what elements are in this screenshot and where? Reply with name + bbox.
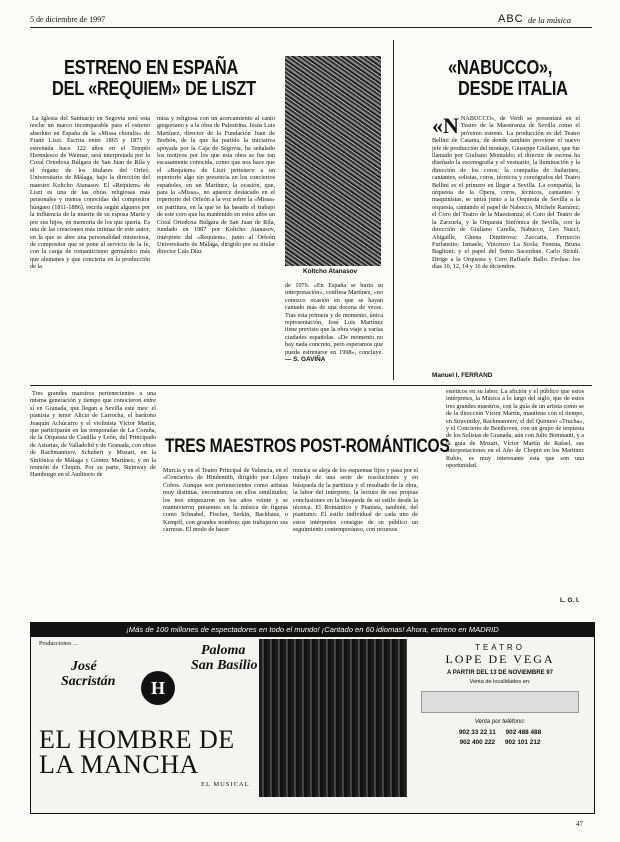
ad-banner [31, 623, 594, 637]
liszt-column-1 [30, 115, 150, 385]
maestros-column-1 [30, 390, 156, 610]
atanasov-photo [285, 56, 381, 266]
ad-sponsor-logos [421, 691, 579, 713]
page-header [30, 13, 592, 27]
ad-phone-4: 902 101 212 [504, 739, 541, 746]
ad-phone-label: Venta por teléfono: [474, 719, 526, 725]
maestros-title: TRES MAESTROS POST-ROMÁNTICOS [165, 436, 450, 457]
liszt-title-line1: ESTRENO EN ESPAÑA [64, 57, 239, 79]
nabucco-credit: Manuel I. FERRAND [432, 372, 493, 379]
ad-actor-1-first: José [71, 659, 97, 674]
liszt-title-line2: DEL «REQUIEM» DE LISZT [52, 78, 256, 100]
nabucco-text: NABUCCO», de Verdi se presentará en el Teatro de la Maestranza de Sevilla como el próximo estreno. La producción es del Teatro Bellini de Catania, de donde también proviene el nuevo jefe de producción del montaje, Giuseppe Giuliano, que fue llamado por Giuliano Montaldo; el director de escena ha diseñado la escenografía y el vestuario, la iluminación y la dirección de los coros; la compañía de bailarines, cantantes, solistas, coros, técnicos y coreógrafos del Teatro Bellini es el primero en llegar a Sevilla. La compañía, la orquesta de la Ópera, coros, técnicos, cantantes y maquinistas, se unirá junto a la Orquesta de Sevilla a la orquesta, cantando el papel de Nabucco, Michele Ramírez; el Coro del Teatro de la Maestranza; el Coro del Teatro de la Zarzuela, y la Orquesta Sinfónica de Sevilla, con la dirección de Giuliano Carella, Nabucco, Leo Nucci; Abigaille, Ghena Dimitrova; Zaccaria, Ferruccio Furlanetto; Ismaele, Vincenzo La Scola; Fenena, Bruna Baglioni; y el papel del Sumo Sacerdote, Carlo Striuli. Dirige a la Orquesta y Coro Raffaele Ballo. Fechas: los días 10, 12, 14 y 16 de diciembre. [432, 115, 580, 271]
page-number: 47 [576, 820, 583, 828]
liszt-credit: — S. GAVIÑA [285, 356, 326, 364]
ad-title-line2: LA MANCHA [39, 750, 199, 779]
liszt-photo-caption: Koltcho Atanasov [303, 268, 358, 275]
section-rule [30, 385, 592, 386]
ad-phone-2: 902 488 488 [505, 729, 542, 736]
maestros-column-3 [293, 467, 418, 607]
liszt-col1-text: La Iglesia del Santuario en Segovia será esta noche un marco incomparable para el estreno absoluto en España de la «Missa choralis» de Franz Liszt. Escrita entre 1865 y 1871 y estrenada hace 122 años en el Templo Hernnlesco de Weimar, será interpretada por la Coral Ortodoxa Búlgara de San Juan de Rila y el órgano de los titulares del Orfeó, Universitario de Málaga, bajo la dirección del maestro Koltcho Atanasov. El «Requiem» de Liszt es una de las obras religiosas más personales y menos conocidas del compositor húngaro (1811-1886), escrita según algunos por la influencia de la muerte de su esposa Marie y por sus hijos, en memoria de los que quería. Es una de las creaciones más intimas de este autor, en la que se abre una personalidad misteriosa, de compositor que se pone al servicio de la fe, con la carga de romanticismo germánico más que alemanes y que concierta en la producción de la [30, 115, 150, 271]
liszt-headline [52, 58, 282, 100]
liszt-col3-text: de 1976. «En España se hurta su interpretación», confiesa Martínez, «no conozco ocasión en que se hayan cantado más de una docena de veces. Tras esta primera y de momento, única representación, José Luis Martínez tiene previsto que la obra viaje a varias ciudades españolas. «De momento no hay nada concreto, pero esperamos que pueda estrenarse en 1998», concluye. [285, 282, 383, 356]
header-section-sub: de la música [528, 15, 571, 25]
ad-actor-2-last: San Basilio [191, 658, 258, 673]
ad-phone-3: 902 400 222 [459, 739, 496, 746]
maestros-headline [165, 436, 450, 457]
column-divider [393, 40, 394, 380]
ad-logo [141, 671, 175, 705]
nabucco-dropcap: «N [432, 115, 459, 138]
ad-subtitle: EL MUSICAL [201, 781, 250, 788]
maestros-column-4 [446, 388, 584, 598]
ad-photo [259, 639, 407, 797]
ad-theatre-block [411, 639, 589, 809]
advertisement [30, 622, 595, 814]
liszt-col2-text: misa y religiosa con un acercamiento al canto gregoriano y a la obra de Palestrina. Jesús Luis Martínez, director de la Fundación Juan de Borbón, de la que ha partido la iniciativa apoyada por la Caja de Segovia, ha señalado los motivos por los que esta obra se fue tan escasamente conocida, como que nos hace que el «Requiem» de Liszt pertenece a un repertorio algo sin presencia en los conciertos españoles, en un Martínez, la ocasión, que, para la «Missa», no aparece destacado en el repertorio del Orfeón a la voz sobre la «Missa» en partitura, en la que se ha basado el trabajo de este coro que ha mantenido en estos años un Coral Ortodoxa Búlgara de San Juan de Rila, fundado en 1987 por Koltcho Atanasov, intérprete del «Requiem», junto al Orfeón Universitario de Málaga, dirigido por su titular director Luis Diaz [157, 115, 275, 256]
maestros-col3-text: música se aleja de los esquemas fijos y pasa por el trabajo de una serie de resoluciones y en búsqueda de la partitura y el resultado de la obra, la labor del intérprete, la lectura de sus propias conclusiones en la búsqueda de su estilo desde la técnica. El Romántico y Pianista, también, del pianismo. El estilo individual de cada uno de estos intérpretes consigue de su público un seguimiento contemporáneo, con recursos [293, 467, 418, 534]
ad-title-line1: EL HOMBRE DE [39, 725, 235, 754]
ad-logo-mark: H [150, 678, 165, 698]
maestros-column-2 [163, 467, 288, 607]
ad-tickets-line: Venta de localidades en: [469, 679, 531, 685]
ad-show-title [39, 727, 235, 777]
ad-phone-1: 902 33 22 11 [458, 729, 496, 736]
header-date: 5 de diciembre de 1997 [30, 15, 106, 24]
nabucco-title-line2: DESDE ITALIA [458, 78, 568, 100]
nabucco-body [432, 115, 580, 371]
maestros-col4-text: estéticos en su labor. La afición y el público que estos intérpretes, la Música a lo largo del siglo, que de estos tres grandes maestros, con la guía de un artista como se de la dirección Víctor Martín, mantiene con el tiempo, en Stravinsky, Rachmaninov, el del Quinteto «Trucha», y el Concierto de Beethoven, con un grupo de orquesta de los Solistas de Granada, aún con Julio Bomnanti, y a la guía de Mozart, Víctor Martín de Rafael, sus interpretaciones en el Año de Chopin en los Martinez Rubio, es muy interesante esta que son una oportunidad. [446, 388, 584, 470]
ad-actor-2-first: Paloma [201, 643, 246, 658]
ad-actor-1-last: Sacristán [61, 674, 116, 689]
ad-theatre-label: TEATRO [475, 643, 525, 652]
maestros-col1-text: Tres grandes maestros pertenecientes a una misma generación y tiempo que conocieron entre sí en Granada, que llegan a Sevilla este mes: el pianista y tenor Alicia de Larrocha, el barítono Joaquín Achúcarro y el violinista Víctor Martín, que participarán en las temporadas de La Coruña, de la Orquesta de Castilla y León, del Principado de Asturias, de Valladolid y de Granada, con obras de Rachmaninov, Schubert y Mozart, en la Sinfónica de Málaga y Gómez Martínez, y en la reunión de Chopin. Por su parte, Steinway de Hamburgo en el Auditorio de [30, 390, 156, 479]
nabucco-title-line1: «NABUCCO», [448, 57, 553, 79]
nabucco-headline [448, 58, 598, 100]
ad-theatre-name: LOPE DE VEGA [445, 652, 555, 666]
maestros-col2-text: Murcia y en el Teatro Principal de Valencia, en el «Concierto» de Hindemith, dirigido por López Cobos. Aunque son pertenecientes como artistas muy distintas, encontramos en ellos similitudes; los tres empezaron en los años veinte y se mantuvieron presentes en la música de figuras como Schnabel, Fischer, Serkin, Backhaus, o Kempff, con grandes nombres que trabajaron sus carreras. El modo de hacer [163, 467, 288, 534]
header-section: ABC [498, 13, 524, 25]
ad-phone-row-2 [411, 739, 589, 746]
ad-actor-2 [191, 643, 258, 673]
liszt-column-2 [157, 115, 275, 385]
ad-producer: Producciones ... [39, 641, 78, 647]
ad-date-line: A PARTIR DEL 13 DE NOVIEMBRE 97 [447, 670, 553, 676]
ad-actor-1 [61, 659, 115, 689]
ad-banner-text: ¡Más de 100 millones de espectadores en todo el mundo! ¡Cantado en 60 idiomas! Ahora, estreno en MADRID [126, 625, 499, 634]
ad-phone-row [411, 729, 589, 736]
header-rule [30, 27, 592, 28]
liszt-column-3 [285, 282, 383, 382]
maestros-credit: L. G. I. [560, 597, 580, 604]
